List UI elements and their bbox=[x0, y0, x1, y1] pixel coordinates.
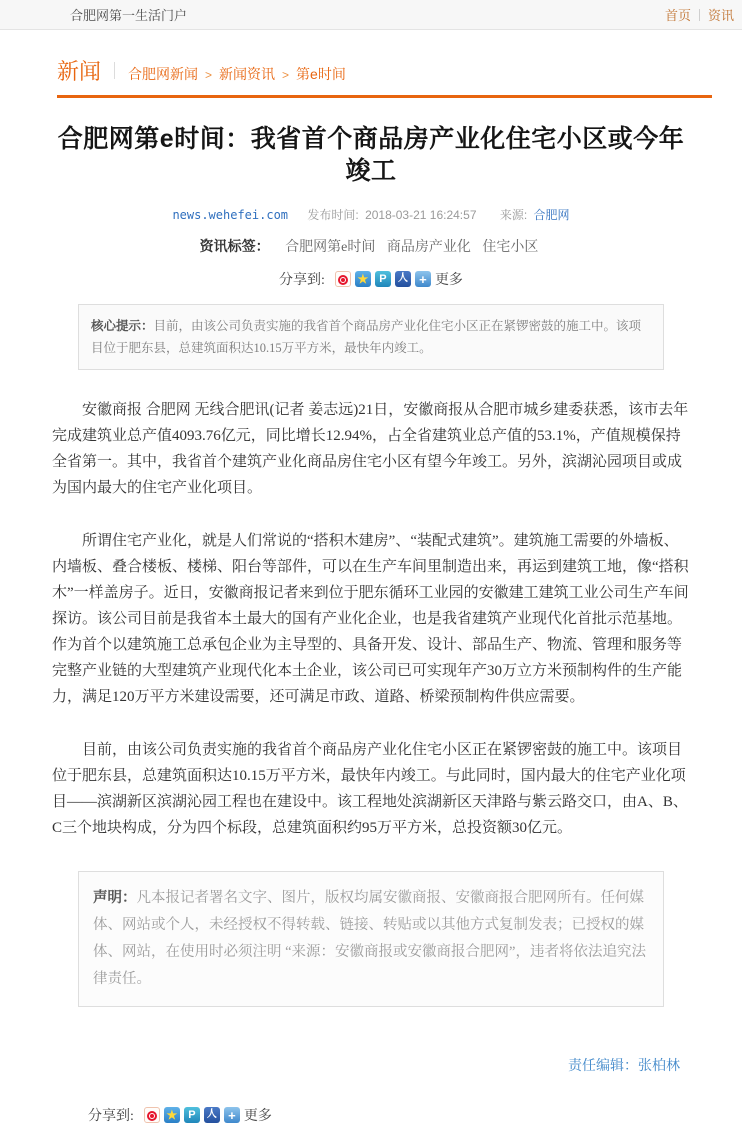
tencent-friend-icon[interactable]: P bbox=[184, 1107, 200, 1123]
breadcrumb-separator-icon: > bbox=[205, 68, 213, 82]
breadcrumb-section-news[interactable]: 新闻 bbox=[57, 59, 102, 84]
share-bar-top bbox=[52, 269, 690, 289]
sina-weibo-icon[interactable] bbox=[144, 1107, 160, 1123]
breadcrumb-divider bbox=[114, 62, 115, 79]
site-name: 合肥网第一生活门户 bbox=[70, 8, 188, 23]
editor-row bbox=[52, 1055, 680, 1075]
nav-zixun-link[interactable]: 资讯 bbox=[707, 8, 734, 23]
page-content bbox=[52, 55, 690, 1125]
share-label: 分享到: bbox=[279, 273, 325, 288]
nav-divider bbox=[699, 9, 700, 21]
breadcrumb-separator-icon: > bbox=[282, 68, 290, 82]
qzone-star-icon[interactable]: ★ bbox=[355, 271, 371, 287]
site-url-link[interactable]: news.wehefei.com bbox=[172, 208, 289, 222]
editor-name-link[interactable]: 张柏林 bbox=[638, 1059, 680, 1074]
qzone-star-icon[interactable]: ★ bbox=[164, 1107, 180, 1123]
source-link[interactable]: 合肥网 bbox=[533, 208, 570, 222]
share-label: 分享到: bbox=[88, 1109, 134, 1124]
breadcrumb-link-news-info[interactable]: 新闻资讯 bbox=[219, 66, 276, 82]
renren-icon[interactable]: 人 bbox=[204, 1107, 220, 1123]
breadcrumb-link-e-time[interactable]: 第e时间 bbox=[296, 66, 346, 82]
renren-icon[interactable]: 人 bbox=[395, 271, 411, 287]
topbar-nav bbox=[665, 5, 734, 24]
publish-time-value: 2018-03-21 16:24:57 bbox=[365, 208, 477, 222]
statement-text: 凡本报记者署名文字、图片，版权均属安徽商报、安徽商报合肥网所有。任何媒体、网站或个人，未经授权不得转载、链接、转贴或以其他方式复制发表；已授权的媒体、网站，在使用时必须注明 “来源：安徽商报或安徽商报合肥网”，违者将依法追究法律责任。 bbox=[93, 890, 646, 987]
tag-link-residential-area[interactable]: 住宅小区 bbox=[482, 240, 539, 255]
article-meta bbox=[52, 206, 690, 223]
tencent-friend-icon[interactable]: P bbox=[375, 271, 391, 287]
publish-time-label: 发布时间: bbox=[307, 208, 359, 222]
breadcrumb bbox=[52, 55, 690, 86]
core-tip-box bbox=[78, 304, 664, 370]
section-rule bbox=[57, 95, 712, 98]
tag-link-e-time[interactable]: 合肥网第e时间 bbox=[285, 240, 376, 255]
nav-home-link[interactable]: 首页 bbox=[664, 8, 691, 23]
article-paragraph: 目前，由该公司负责实施的我省首个商品房产业化住宅小区正在紧锣密鼓的施工中。该项目位于肥东县，总建筑面积达10.15万平方米，最快年内竣工。与此同时，国内最大的住宅产业化项目——滨湖新区滨湖沁园工程也在建设中。该工程地处滨湖新区天津路与紫云路交口，由A、B、C三个地块构成，分为四个标段，总建筑面积约95万平方米，总投资额30亿元。 bbox=[52, 742, 688, 836]
sina-weibo-icon[interactable] bbox=[335, 271, 351, 287]
breadcrumb-link-hfw-news[interactable]: 合肥网新闻 bbox=[128, 66, 199, 82]
article-paragraph: 所谓住宅产业化，就是人们常说的“搭积木建房”、“装配式建筑”。建筑施工需要的外墙板、内墙板、叠合楼板、楼梯、阳台等部件，可以在生产车间里制造出来，再运到建筑工地，像“搭积木”一样盖房子。近日，安徽商报记者来到位于肥东循环工业园的安徽建工建筑工业公司生产车间探访。该公司目前是我省本土最大的国有产业化企业，也是我省建筑产业现代化首批示范基地。作为首个以建筑施工总承包企业为主导型的、具备开发、设计、部品生产、物流、管理和服务等完整产业链的大型建筑产业现代化本土企业，该公司已可实现年产30万立方米预制构件的生产能力，满足120万平方米建设需要，还可满足市政、道路、桥梁预制构件供应需要。 bbox=[52, 533, 689, 705]
article-tags bbox=[52, 236, 690, 256]
article-paragraph: 安徽商报 合肥网 无线合肥讯(记者 姜志远)21日，安徽商报从合肥市城乡建委获悉，该市去年完成建筑业总产值4093.76亿元，同比增长12.94%，占全省建筑业总产值的53.1%，产值规模保持全省第一。其中，我省首个建筑产业化商品房住宅小区有望今年竣工。另外，滨湖沁园项目或成为国内最大的住宅产业化项目。 bbox=[52, 402, 689, 496]
source-label: 来源: bbox=[499, 208, 528, 222]
share-more-link[interactable]: 更多 bbox=[243, 1109, 272, 1124]
statement-label: 声明： bbox=[93, 890, 137, 906]
tags-label: 资讯标签： bbox=[199, 240, 270, 255]
share-bar-bottom bbox=[88, 1105, 690, 1125]
core-tip-text: 目前，由该公司负责实施的我省首个商品房产业化住宅小区正在紧锣密鼓的施工中。该项目位于肥东县，总建筑面积达10.15万平方米，最快年内竣工。 bbox=[91, 319, 642, 355]
share-plus-icon[interactable]: + bbox=[415, 271, 431, 287]
core-tip-label: 核心提示： bbox=[91, 319, 154, 333]
share-more-link[interactable]: 更多 bbox=[434, 273, 463, 288]
statement-box bbox=[78, 871, 664, 1007]
tag-link-industrialized-housing[interactable]: 商品房产业化 bbox=[386, 240, 471, 255]
share-plus-icon[interactable]: + bbox=[224, 1107, 240, 1123]
article-body bbox=[52, 397, 690, 841]
page-title: 合肥网第e时间：我省首个商品房产业化住宅小区或今年竣工 bbox=[57, 125, 685, 185]
topbar bbox=[0, 0, 742, 30]
editor-label: 责任编辑： bbox=[568, 1059, 638, 1074]
